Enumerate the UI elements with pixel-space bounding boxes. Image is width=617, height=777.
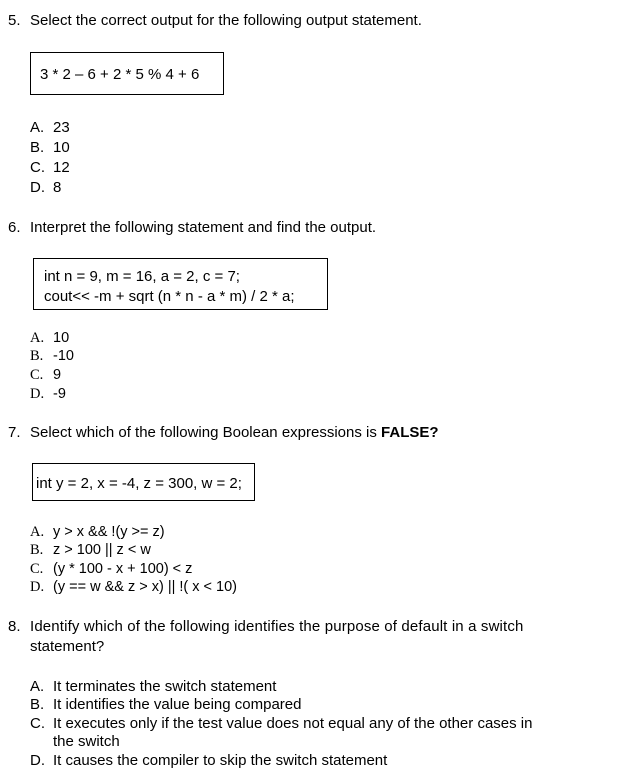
q7-option-a-text[interactable]: y > x && !(y >= z) (53, 524, 165, 540)
q5-option-c-letter: C. (30, 159, 45, 176)
q6-option-a-letter: A. (30, 330, 45, 346)
question-5-number: 5. (8, 12, 21, 29)
q7-option-b-letter: B. (30, 542, 44, 558)
question-8-number: 8. (8, 618, 21, 635)
q8-option-d-text[interactable]: It causes the compiler to skip the switch statement (53, 752, 388, 769)
question-7-prompt-emphasis: FALSE? (381, 424, 439, 441)
q8-option-c-letter: C. (30, 715, 45, 732)
q7-option-d-letter: D. (30, 579, 45, 595)
q8-option-b-text[interactable]: It identifies the value being compared (53, 696, 302, 713)
q6-option-a-text[interactable]: 10 (53, 330, 70, 346)
question-6-code-line-2: cout<< -m + sqrt (n * n - a * m) / 2 * a; (44, 288, 295, 305)
question-5-code-box (30, 52, 224, 95)
q7-option-c-letter: C. (30, 561, 44, 577)
question-5-prompt: Select the correct output for the following output statement. (30, 12, 422, 29)
q8-option-c-text-continued[interactable]: the switch (53, 733, 120, 750)
question-8-prompt-line-2: statement? (30, 638, 105, 655)
q5-option-d-letter: D. (30, 179, 45, 196)
question-7-code: int y = 2, x = -4, z = 300, w = 2; (36, 475, 242, 492)
q6-option-d-letter: D. (30, 386, 45, 402)
q6-option-d-text[interactable]: -9 (53, 386, 66, 402)
q5-option-a-text[interactable]: 23 (53, 119, 70, 136)
q7-option-a-letter: A. (30, 524, 45, 540)
q6-option-b-letter: B. (30, 348, 44, 364)
q5-option-a-letter: A. (30, 119, 45, 136)
q7-option-b-text[interactable]: z > 100 || z < w (53, 542, 151, 558)
q7-option-d-text[interactable]: (y == w && z > x) || !( x < 10) (53, 579, 238, 595)
question-7-code-box (32, 463, 255, 501)
q8-option-d-letter: D. (30, 752, 45, 769)
question-6-code-box (33, 258, 328, 310)
question-7-number: 7. (8, 424, 21, 441)
question-5-code: 3 * 2 – 6 + 2 * 5 % 4 + 6 (40, 66, 200, 83)
question-6-number: 6. (8, 219, 21, 236)
question-8-prompt-line-1: Identify which of the following identifies the purpose of default in a switch (30, 618, 524, 635)
q5-option-b-text[interactable]: 10 (53, 139, 70, 156)
q8-option-b-letter: B. (30, 696, 45, 713)
question-6-prompt: Interpret the following statement and find the output. (30, 219, 377, 236)
q8-option-a-text[interactable]: It terminates the switch statement (53, 678, 277, 695)
q8-option-c-text[interactable]: It executes only if the test value does not equal any of the other cases in (53, 715, 533, 732)
question-7-prompt (30, 424, 439, 441)
q5-option-d-text[interactable]: 8 (53, 179, 62, 196)
question-7-prompt-text: Select which of the following Boolean expressions is (30, 424, 382, 441)
q6-option-b-text[interactable]: -10 (53, 348, 74, 364)
question-6-code-line-1: int n = 9, m = 16, a = 2, c = 7; (44, 268, 240, 285)
q5-option-b-letter: B. (30, 139, 45, 156)
q6-option-c-letter: C. (30, 367, 44, 383)
q8-option-a-letter: A. (30, 678, 45, 695)
q5-option-c-text[interactable]: 12 (53, 159, 70, 176)
q7-option-c-text[interactable]: (y * 100 - x + 100) < z (53, 561, 193, 577)
q6-option-c-text[interactable]: 9 (53, 367, 62, 383)
